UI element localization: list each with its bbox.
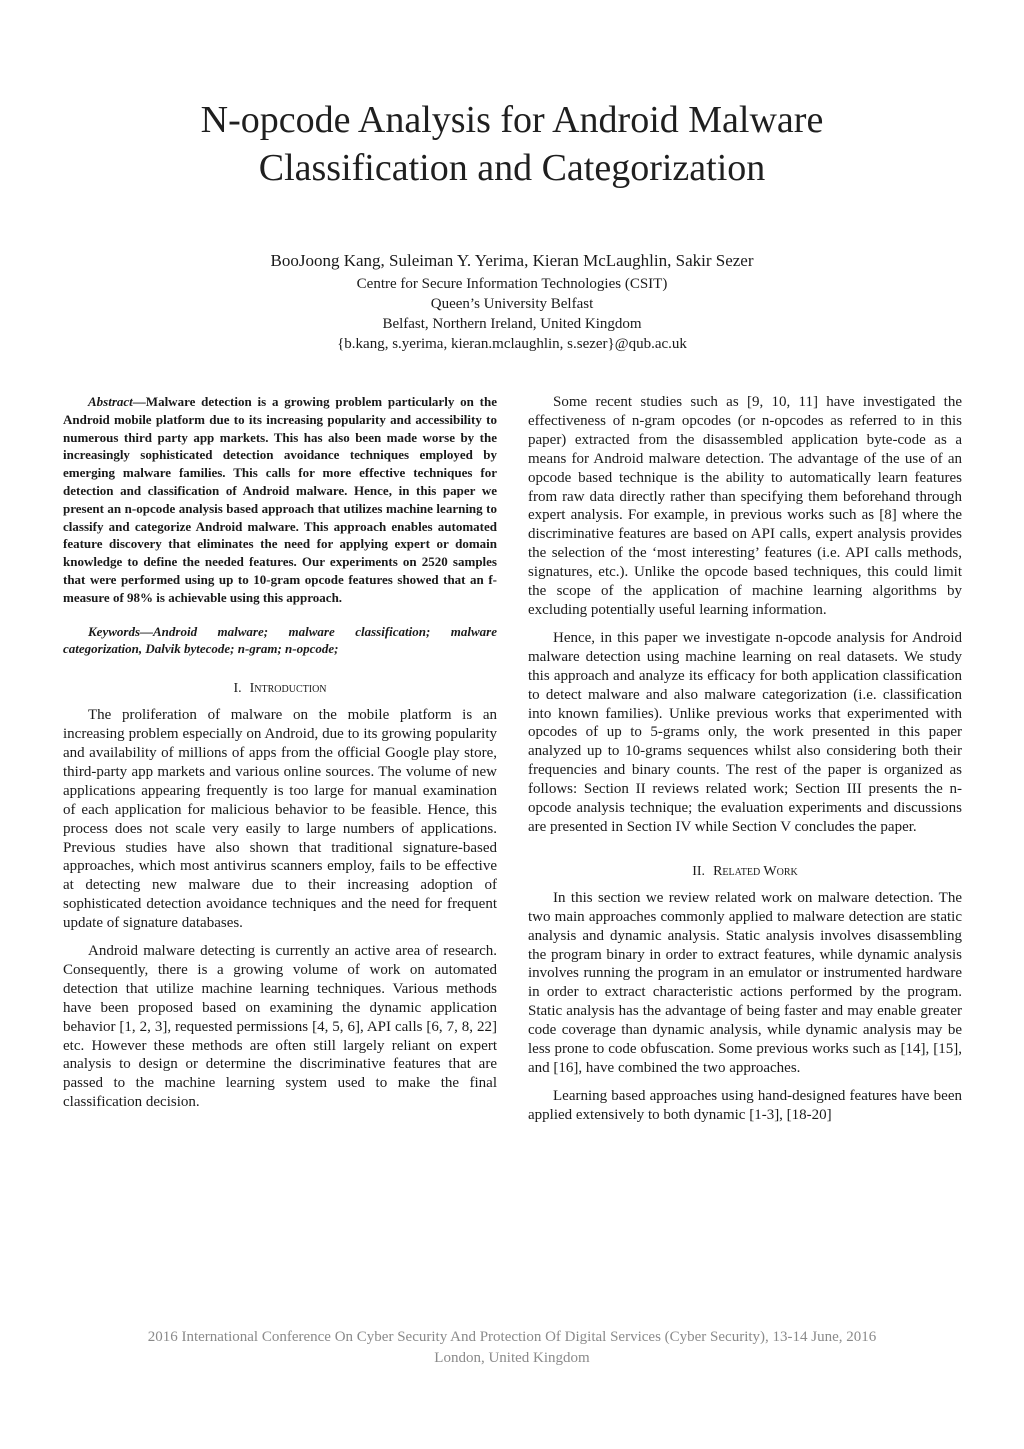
abstract (63, 393, 497, 607)
keywords-text: —Android malware; malware classification; malware categorization, Dalvik bytecode; n-gram; n-opcode; (63, 623, 497, 657)
paper-title (0, 96, 1024, 192)
right-column (528, 393, 962, 1125)
section-heading-introduction (63, 680, 497, 698)
intro-paragraph-2: Android malware detecting is currently an active area of research. Consequently, there is a growing volume of work on automated detection that utilize machine learning techniques. Various methods have been proposed based on examining the dynamic application behavior [1, 2, 3], requested permissions [4, 5, 6], API calls [6, 7, 8, 22] etc. However these methods are often still largely reliant on expert analysis to design or determine the discriminative features that are passed to the machine learning system used to make the final classification decision. (63, 943, 497, 1111)
conference-footer (0, 1327, 1024, 1369)
intro-paragraph-1: The proliferation of malware on the mobile platform is an increasing problem especially on Android, due to its growing popularity and availability of millions of apps from the official Google play store, third-party app markets and various online sources. The volume of new applications appearing frequently is too large for manual examination of each application for malicious behavior to be feasible. Hence, this process does not scale very easily to large numbers of applications. Previous studies have also shown that traditional signature-based approaches, which most antivirus scanners employ, fails to be effective at detecting new malware due to their increasing adoption of sophisticated detection avoidance techniques and the need for frequent update of signature databases. (63, 707, 497, 932)
section-number: II. (692, 863, 706, 879)
section-title: Introduction (249, 681, 327, 697)
intro-paragraph-4: Hence, in this paper we investigate n-opcode analysis for Android malware detection using machine learning on real datasets. We study this approach and analyze its efficacy for both application classification to detect malware and also malware categorization (i.e. classification into known families). Unlike previous works that experimented with opcodes of up to 5-grams only, the work presented in this paper analyzed up to 10-grams sequences whilst also considering both their frequencies and binary counts. The rest of the paper is organized as follows: Section II reviews related work; Section III presents the n-opcode analysis technique; the evaluation experiments and discussions are presented in Section IV while Section V concludes the paper. (528, 629, 962, 835)
abstract-text: —Malware detection is a growing problem particularly on the Android mobile platform due to its increasing popularity and accessibility to numerous third party app markets. This has also been made worse by the increasingly sophisticated detection avoidance techniques employed by emerging malware families. This calls for more effective techniques for detection and classification of Android malware. Hence, in this paper we present an n-opcode analysis based approach that utilizes machine learning to classify and categorize Android malware. This approach enables automated feature discovery that eliminates the need for applying expert or domain knowledge to define the needed features. Our experiments on 2520 samples that were performed using up to 10-gram opcode features showed that an f-measure of 98% is achievable using this approach. (63, 394, 497, 605)
section-heading-related-work (528, 863, 962, 881)
paper-title-line-1: N-opcode Analysis for Android Malware (200, 99, 824, 141)
section-number: I. (233, 681, 242, 697)
affiliation-location: Belfast, Northern Ireland, United Kingdom (382, 316, 642, 332)
footer-location: London, United Kingdom (434, 1350, 590, 1366)
affiliation-block (0, 274, 1024, 354)
section-title: Related Work (713, 863, 798, 879)
intro-paragraph-3: Some recent studies such as [9, 10, 11] have investigated the effectiveness of n-gram opcodes (or n-opcodes as referred to in this paper) extracted from the disassembled application byte-code as a means for Android malware detection. The advantage of the use of an opcode based technique is the ability to automatically learn features from raw data directly rather than specifying them beforehand through expert analysis. For example, in previous works such as [8] where the discriminative features are based on API calls, expert analysis provides the selection of the ‘most interesting’ features (i.e. API calls methods, signatures, etc.). Unlike the opcode based techniques, this could limit the scope of the application of machine learning algorithms by excluding potentially useful learning information. (528, 394, 962, 618)
abstract-label: Abstract (88, 394, 133, 409)
related-work-paragraph-1: In this section we review related work on malware detection. The two main approaches commonly applied to malware detection are static analysis and dynamic analysis. Static analysis involves disassembling the program binary in order to extract features, while dynamic analysis involves running the program in an emulator or instrumented hardware in order to extract characteristic actions performed by the program. Static analysis has the advantage of being faster and may enable greater code coverage than dynamic analysis, while dynamic analysis may be less prone to code obfuscation. Some previous works such as [14], [15], and [16], have combined the two approaches. (528, 889, 962, 1076)
paper-title-line-2: Classification and Categorization (258, 147, 766, 189)
footer-conference: 2016 International Conference On Cyber Security And Protection Of Digital Services (Cyber Security), 13-14 June, 2016 (147, 1329, 877, 1345)
keywords-label: Keywords (88, 623, 140, 639)
author-list: BooJoong Kang, Suleiman Y. Yerima, Kieran McLaughlin, Sakir Sezer (270, 251, 754, 270)
left-column (63, 393, 497, 1112)
related-work-paragraph-2: Learning based approaches using hand-designed features have been applied extensively to both dynamic [1-3], [18-20] (528, 1087, 962, 1123)
affiliation-centre: Centre for Secure Information Technologies (CSIT) (356, 276, 668, 292)
keywords (63, 623, 497, 659)
affiliation-emails: {b.kang, s.yerima, kieran.mclaughlin, s.sezer}@qub.ac.uk (337, 336, 687, 352)
affiliation-university: Queen’s University Belfast (430, 296, 594, 312)
